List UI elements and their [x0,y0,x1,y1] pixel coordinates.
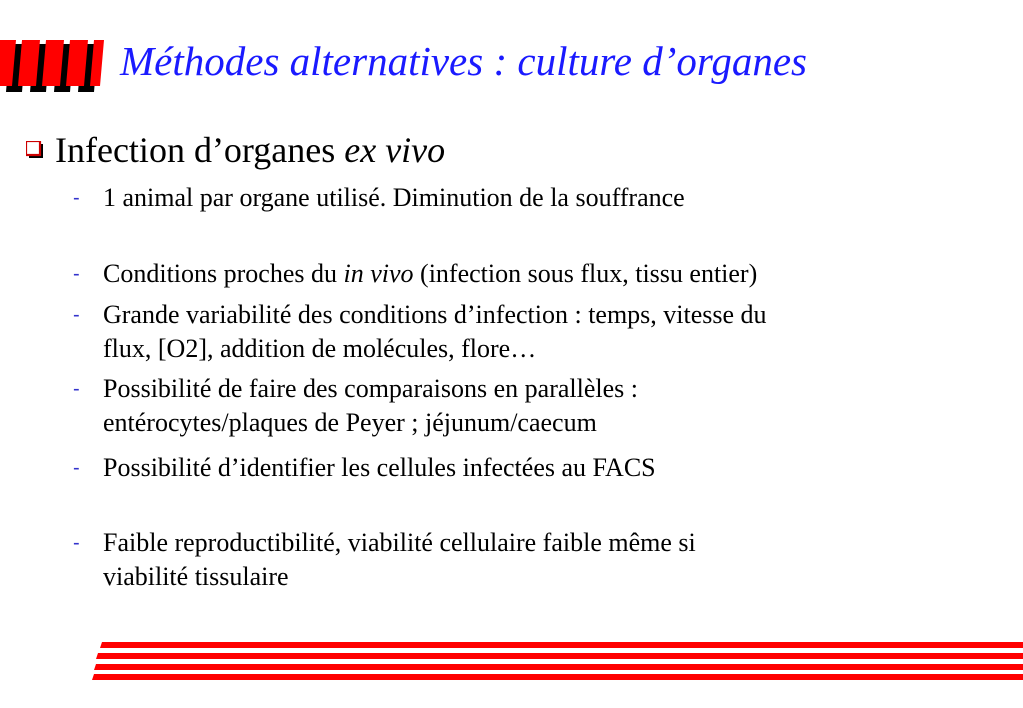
list-item-text [103,257,993,291]
heading-text: Infection d’organes [55,130,345,170]
footer-stripe [96,653,1023,659]
list-item-line: Possibilité de faire des comparaisons en parallèles : [103,374,639,403]
list-item-text [103,298,993,366]
list-item-line: entérocytes/plaques de Peyer ; jéjunum/caecum [103,408,597,437]
list-item-line: flux, [O2], addition de molécules, flore… [103,334,537,363]
list-item-line: viabilité tissulaire [103,562,289,591]
list-item-text-after: (infection sous flux, tissu entier) [413,259,758,288]
dash-bullet-icon: - [73,304,80,326]
list-item-text [103,372,993,440]
list-item-text [103,526,993,594]
list-item [73,257,993,291]
footer-stripes [92,642,1023,682]
dash-bullet-icon: - [73,378,80,400]
list-item-line: Faible reproductibilité, viabilité cellulaire faible même si [103,528,696,557]
footer-stripe [92,674,1023,680]
list-item-text: 1 animal par organe utilisé. Diminution de la souffrance [103,183,685,212]
list-item-text-before: Conditions proches du [103,259,344,288]
list-item [73,372,993,440]
dash-bullet-icon: - [73,263,80,285]
list-item-line: Grande variabilité des conditions d’infection : temps, vitesse du [103,300,767,329]
heading-emphasis: ex vivo [344,130,446,170]
footer-stripe [100,642,1023,648]
dash-bullet-icon: - [73,457,80,479]
footer-stripe [94,664,1023,670]
list-item-emphasis: in vivo [343,259,414,288]
slide-title: Méthodes alternatives : culture d’organes [120,38,807,84]
dash-bullet-icon: - [73,532,80,554]
list-item [73,526,993,594]
list-item [73,298,993,366]
list-item [73,181,993,215]
list-item [73,451,993,485]
dash-bullet-icon: - [73,187,80,209]
list-item-text: Possibilité d’identifier les cellules infectées au FACS [103,453,656,482]
